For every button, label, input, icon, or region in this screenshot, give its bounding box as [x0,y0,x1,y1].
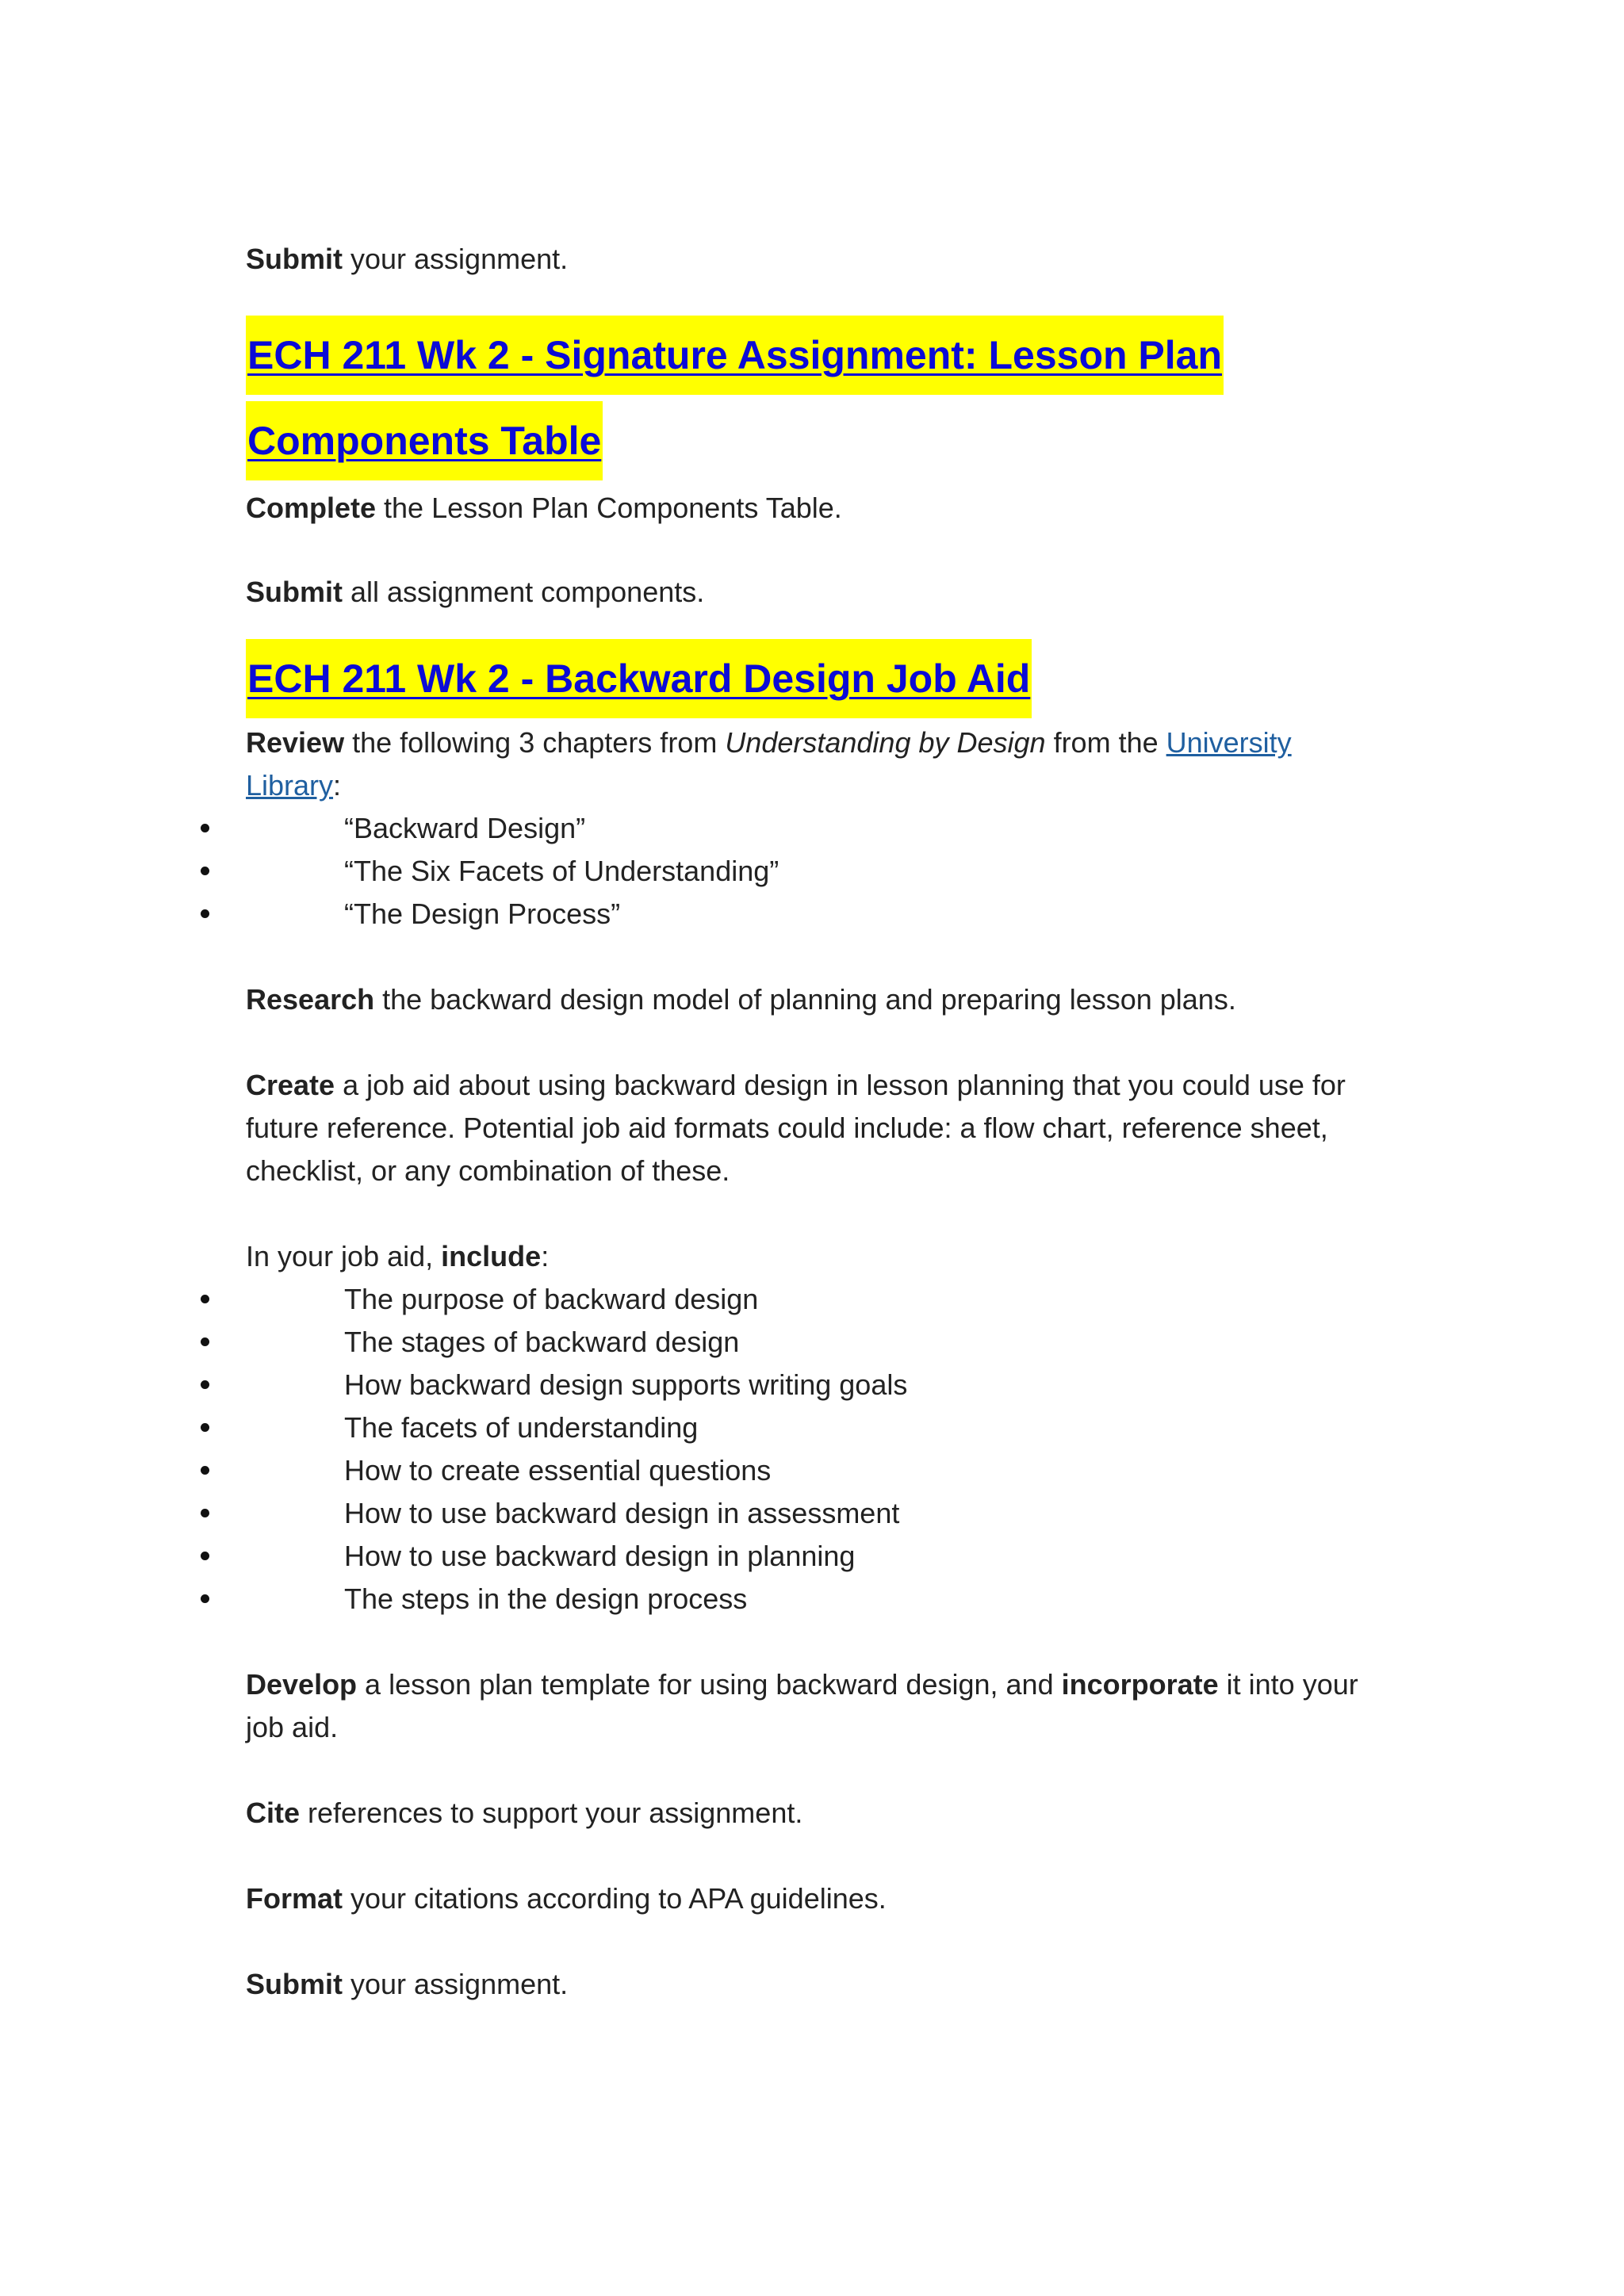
bullet-icon [201,1466,209,1475]
bullet-icon [201,867,209,875]
review-text: from the [1045,726,1166,759]
bullet-icon [201,1423,209,1432]
bullet-icon [201,1552,209,1560]
create-paragraph [246,1064,1388,1192]
list-item [246,1578,1388,1621]
bullet-icon [201,1380,209,1389]
include-lead: In your job aid, [246,1240,442,1272]
review-colon: : [333,769,342,802]
submit-keyword: Submit [246,1968,343,2000]
chapters-list [246,807,1388,936]
develop-keyword: Develop [246,1668,358,1701]
submit-keyword: Submit [246,243,343,275]
list-item [246,850,1388,893]
submit-text: your assignment. [343,1968,569,2000]
include-item: The stages of backward design [344,1326,740,1358]
intro-submit-paragraph [246,238,1388,281]
chapter-title: “The Design Process” [344,897,621,930]
research-paragraph [246,978,1388,1021]
submit-keyword: Submit [246,576,343,608]
research-text: the backward design model of planning and preparing lesson plans. [374,983,1236,1016]
develop-text: a lesson plan template for using backward design, and [357,1668,1062,1701]
bullet-icon [201,1594,209,1603]
complete-paragraph [246,487,1388,530]
include-item: The facets of understanding [344,1411,699,1444]
review-keyword: Review [246,726,345,759]
include-colon: : [541,1240,550,1272]
submit-text: all assignment components. [343,576,705,608]
create-keyword: Create [246,1069,335,1101]
format-paragraph [246,1877,1388,1920]
book-title: Understanding by Design [725,726,1046,759]
signature-heading [246,312,1229,484]
signature-title-line1: ECH 211 Wk 2 - Signature Assignment: Lesson Plan [247,333,1223,377]
signature-title-line2: Components Table [247,419,602,463]
submit-text: your assignment. [343,243,569,275]
list-item [246,1449,1388,1492]
bullet-icon [201,1509,209,1517]
develop-paragraph [246,1663,1404,1749]
include-item: How to use backward design in assessment [344,1497,900,1529]
bullet-icon [201,909,209,918]
include-paragraph [246,1235,1388,1278]
chapter-title: “The Six Facets of Understanding” [344,855,779,887]
list-item [246,1406,1388,1449]
include-item: The purpose of backward design [344,1283,759,1315]
submit-components-paragraph [246,571,1388,614]
review-text: the following 3 chapters from [344,726,726,759]
list-item [246,1492,1388,1535]
include-item: How backward design supports writing goals [344,1368,908,1401]
bullet-icon [201,1295,209,1303]
final-submit-paragraph [246,1963,1388,2006]
document-page [246,238,1388,2006]
complete-text: the Lesson Plan Components Table. [376,492,842,524]
list-item [246,1535,1388,1578]
chapter-title: “Backward Design” [344,812,586,844]
develop-end-text: it into your job aid. [246,1668,1358,1743]
include-item: How to create essential questions [344,1454,772,1487]
create-text: a job aid about using backward design in lesson planning that you could use for future reference. Potential job aid formats could include: a flow chart, reference sheet, checklist, or any combination of these. [246,1069,1346,1187]
signature-assignment-link[interactable] [246,316,1224,480]
cite-text: references to support your assignment. [300,1797,803,1829]
format-keyword: Format [246,1882,343,1915]
jobaid-assignment-link[interactable]: ECH 211 Wk 2 - Backward Design Job Aid [246,639,1032,718]
jobaid-heading [246,636,1388,721]
cite-keyword: Cite [246,1797,301,1829]
list-item [246,1364,1388,1406]
include-list [246,1278,1388,1621]
format-text: your citations according to APA guidelines. [343,1882,887,1915]
list-item [246,1321,1388,1364]
include-keyword: include [441,1240,542,1272]
include-item: The steps in the design process [344,1582,748,1615]
cite-paragraph [246,1792,1388,1835]
research-keyword: Research [246,983,375,1016]
list-item [246,1278,1388,1321]
list-item [246,807,1388,850]
bullet-icon [201,1337,209,1346]
include-item: How to use backward design in planning [344,1540,856,1572]
incorporate-keyword: incorporate [1061,1668,1219,1701]
review-paragraph [246,721,1388,807]
list-item [246,893,1388,936]
university-library-link[interactable]: University Library [246,726,1292,802]
complete-keyword: Complete [246,492,377,524]
bullet-icon [201,824,209,832]
